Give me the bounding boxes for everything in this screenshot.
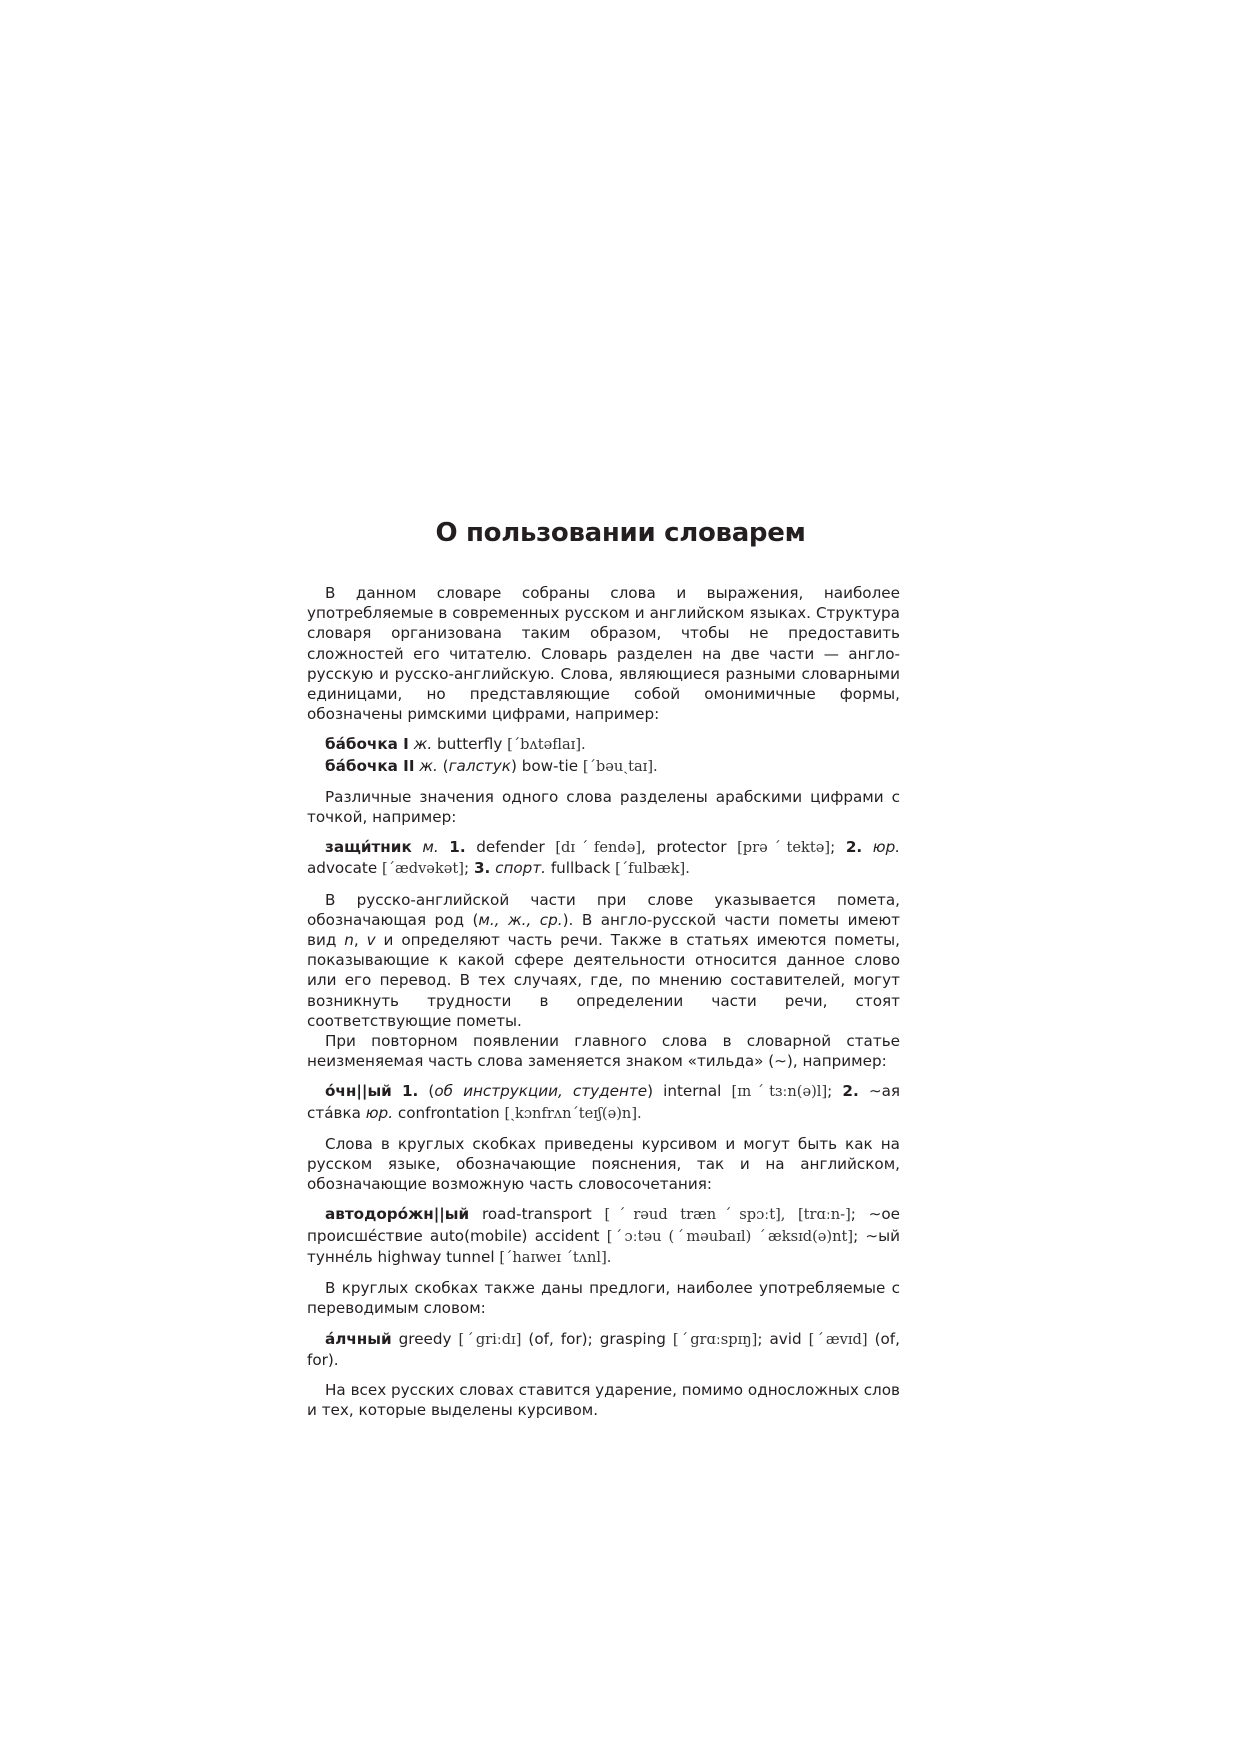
labels-text-part: ). В англо-русской части пометы имеют вид [307,910,900,950]
transcription: [ˊædvəkət] [382,860,464,878]
transcription: [ˊɔːtəu (ˊməubaɪl) ˊæksɪd(ə)nt] [606,1227,854,1245]
sense-number: 1. [401,1082,419,1101]
phrase: ; ∼ый тунне́ль [307,1226,900,1266]
gloss-note: об инструкции, студенте [434,1082,648,1101]
example-entry-butterfly [307,734,900,755]
transcription: [ˊhaɪweɪ ˊtʌnl]. [499,1248,612,1266]
transcription: [ɪnˊtɜːn(ə)l] [731,1083,828,1101]
translation: internal [663,1082,722,1101]
meanings-paragraph: Различные значения одного слова разделены арабскими цифрами с точкой, например: [307,787,900,827]
gloss-note: галстук [448,756,511,775]
transcription: [ˊrəud trænˊspɔːt], [trɑːn-] [604,1206,851,1224]
noun-label: n [344,931,354,950]
pos-label: м. [422,838,439,857]
translation: fullback [550,859,611,878]
translation: confrontation [397,1103,500,1122]
translation: protector [656,838,727,857]
pos-label: ж. [419,756,438,775]
headword: ба́бочка I [325,735,409,754]
brackets-paragraph: Слова в круглых скобках приведены курсивом и могут быть как на русском языке, обозначающие пояснения, так и на английском, обозначающие возможную часть словосочетания: [307,1134,900,1194]
page-title: О пользовании словарем [435,518,806,548]
example-entry-road-transport [307,1204,900,1268]
headword: защи́тник [325,838,412,857]
translation: defender [476,838,545,857]
translation: greedy [398,1329,452,1348]
example-entry-defender: защи́тник м. 1. defender [dɪˊfendə], protector [prəˊtektə]; 2. юр. advocate [ˊædvəkət]; 3. спорт. fullback [ˊfulbæk]. [307,838,901,878]
transcription: [ˊævɪd] [808,1330,868,1348]
transcription: [ˊbʌtəflaɪ]. [507,736,586,754]
transcription: [ˏkɔnfrʌnˊteɪʃ(ə)n]. [504,1104,642,1122]
translation: butterfly [437,735,503,754]
phrase: ∼ая ста́вка [307,1082,901,1122]
verb-label: v [366,931,376,950]
transcription: [ˊgrɑːspɪŋ] [672,1330,758,1348]
sense-number: 1. [449,838,466,857]
sense-number: 2. [845,838,863,857]
pos-label: ж. [413,735,433,754]
prepositions-paragraph: В круглых скобках также даны предлоги, наиболее употребляемые с переводимым словом: [307,1279,900,1318]
labels-text-part: В русско-английской части при слове указывается помета, обозначающая род ( [307,890,900,929]
example-entry-bow-tie: ба́бочка II ж. (галстук) bow-tie [ˊbəuˏtaɪ]. [325,756,658,775]
body-text [307,583,900,1420]
translation: grasping [599,1329,666,1348]
intro-paragraph: В данном словаре собраны слова и выражения, наиболее употребляемые в современных русском и английском языках. Структура словаря организована таким образом, чтобы не предоставить сложностей его читателю. Словарь разделен на две части — англо-русскую и русско-английскую. Слова, являющиеся разными словарными единицами, но представляющие собой омонимичные формы, обозначены римскими цифрами, например: [307,584,900,724]
transcription: [ˊfulbæk]. [615,860,690,878]
translation: highway tunnel [377,1247,495,1266]
example-entry-internal: о́чн||ый 1. (об инструкции, студенте) internal [ɪnˊtɜːn(ə)l]; 2. ∼ая ста́вка юр. confrontation [ˏkɔnfrʌnˊteɪʃ(ə)n]. [307,1082,901,1122]
sense-number: 3. [473,859,491,878]
tilde-paragraph: При повторном появлении главного слова в словарной статье неизменяемая часть слова заменяется знаком «тильда» (∼), например: [307,1032,900,1071]
prepositions: (of, for). [307,1329,900,1369]
sense-number: 2. [842,1082,859,1101]
domain-label: спорт. [495,859,546,878]
phrase: ; ∼ое происше́ствие [307,1205,901,1245]
translation: auto(mobile) accident [429,1226,600,1245]
translation: avid [769,1329,802,1348]
translation: bow-tie [521,756,579,775]
labels-text-part: , [353,931,367,950]
domain-label: юр. [872,838,901,857]
translation: advocate [307,859,378,878]
transcription: [ˊbəuˏtaɪ]. [582,757,658,775]
translation: road-transport [481,1205,592,1224]
prepositions: (of, for); [528,1329,600,1348]
domain-label: юр. [365,1103,394,1122]
stress-paragraph: На всех русских словах ставится ударение, помимо односложных слов и тех, которые выделены курсивом. [307,1380,900,1420]
example-entry-greedy: а́лчный greedy [ˊgriːdɪ] (of, for); grasping [ˊgrɑːspɪŋ]; avid [ˊævɪd] (of, for). [307,1329,900,1369]
gender-labels: м., ж., ср. [478,910,563,929]
labels-text-part: и определяют часть речи. Также в статьях имеются пометы, показывающие к какой сфере деятельности относится данное слово или его перевод. В тех случаях, где, по мнению составителей, могут возникнуть трудности в определении части речи, стоят соответствующие пометы. [307,931,901,1030]
headword: а́лчный [325,1329,392,1348]
headword: ба́бочка II [325,756,415,775]
transcription: [prəˊtektə] [737,839,831,857]
headword: автодоро́жн||ый [325,1205,470,1224]
headword: о́чн||ый [325,1082,392,1101]
labels-paragraph [307,890,900,1031]
transcription: [dɪˊfendə] [555,839,642,857]
transcription: [ˊgriːdɪ] [458,1330,522,1348]
